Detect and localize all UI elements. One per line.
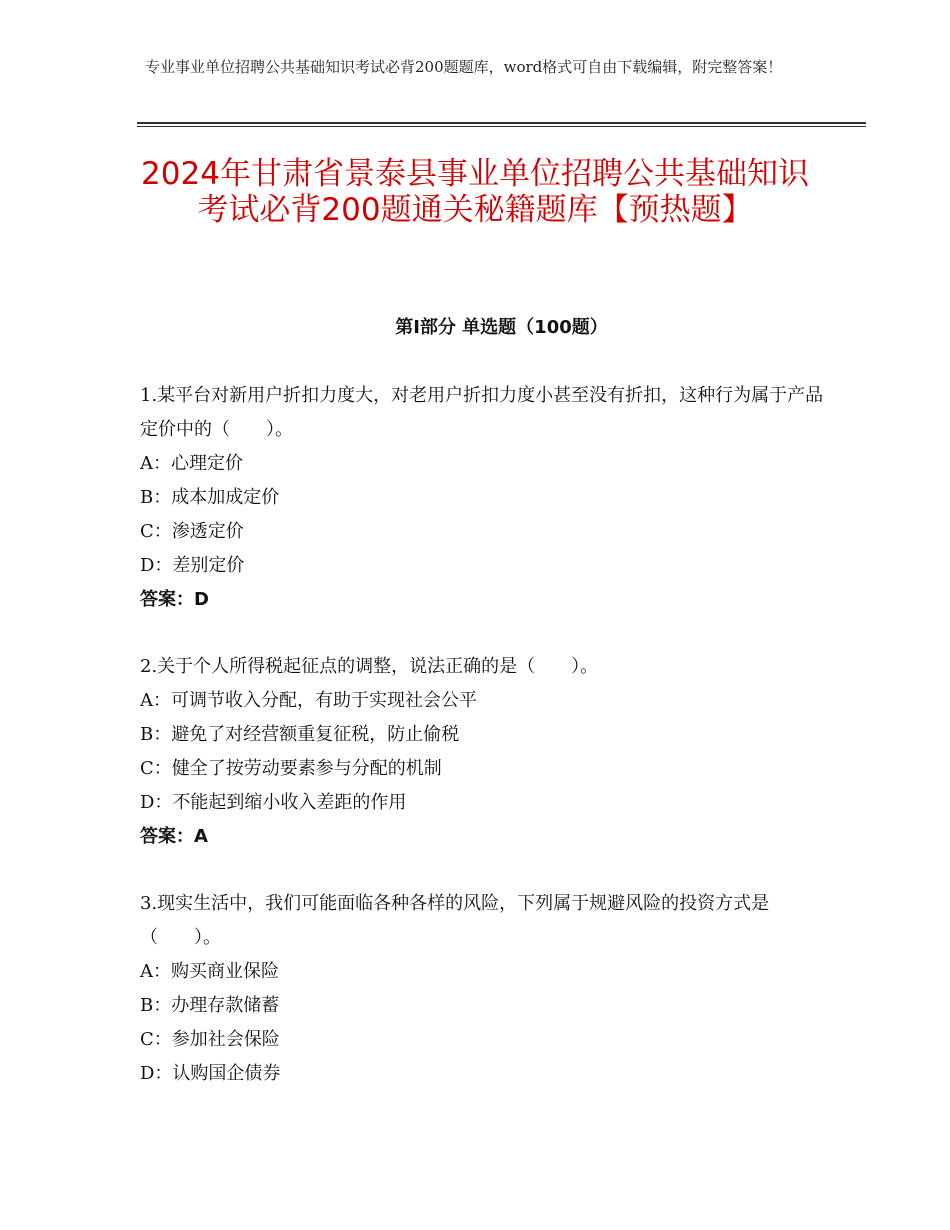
- option-a: A：可调节收入分配，有助于实现社会公平: [140, 690, 477, 711]
- answer: 答案：A: [140, 826, 208, 847]
- option-d: D：不能起到缩小收入差距的作用: [140, 792, 407, 813]
- question-3: [140, 887, 830, 1091]
- option-a: A：心理定价: [140, 453, 243, 474]
- header-rule-thick: [137, 122, 866, 124]
- option-b: B：避免了对经营额重复征税，防止偷税: [140, 724, 460, 745]
- question-2: [140, 650, 830, 854]
- option-b: B：办理存款储蓄: [140, 995, 280, 1016]
- option-a: A：购买商业保险: [140, 961, 279, 982]
- document-title: 2024年甘肃省景泰县事业单位招聘公共基础知识考试必背200题通关秘籍题库【预热题】: [141, 156, 809, 228]
- option-d: D：差别定价: [140, 555, 245, 576]
- section-heading: 第Ⅰ部分 单选题（100题）: [395, 317, 608, 338]
- option-c: C：渗透定价: [140, 521, 244, 542]
- page-header: 专业事业单位招聘公共基础知识考试必背200题题库，word格式可自由下载编辑，附完整答案！: [145, 58, 783, 76]
- question-text: 3.现实生活中，我们可能面临各种各样的风险，下列属于规避风险的投资方式是（ ）。: [140, 893, 770, 948]
- question-text: 2.关于个人所得税起征点的调整，说法正确的是（ ）。: [140, 656, 599, 677]
- option-c: C：健全了按劳动要素参与分配的机制: [140, 758, 442, 779]
- question-list: [140, 379, 830, 1091]
- option-c: C：参加社会保险: [140, 1029, 280, 1050]
- option-b: B：成本加成定价: [140, 487, 280, 508]
- question-text: 1.某平台对新用户折扣力度大，对老用户折扣力度小甚至没有折扣，这种行为属于产品定价中的（ ）。: [140, 385, 824, 440]
- header-rule-thin: [137, 126, 866, 127]
- option-d: D：认购国企债券: [140, 1063, 281, 1084]
- answer: 答案：D: [140, 589, 209, 610]
- question-1: [140, 379, 830, 617]
